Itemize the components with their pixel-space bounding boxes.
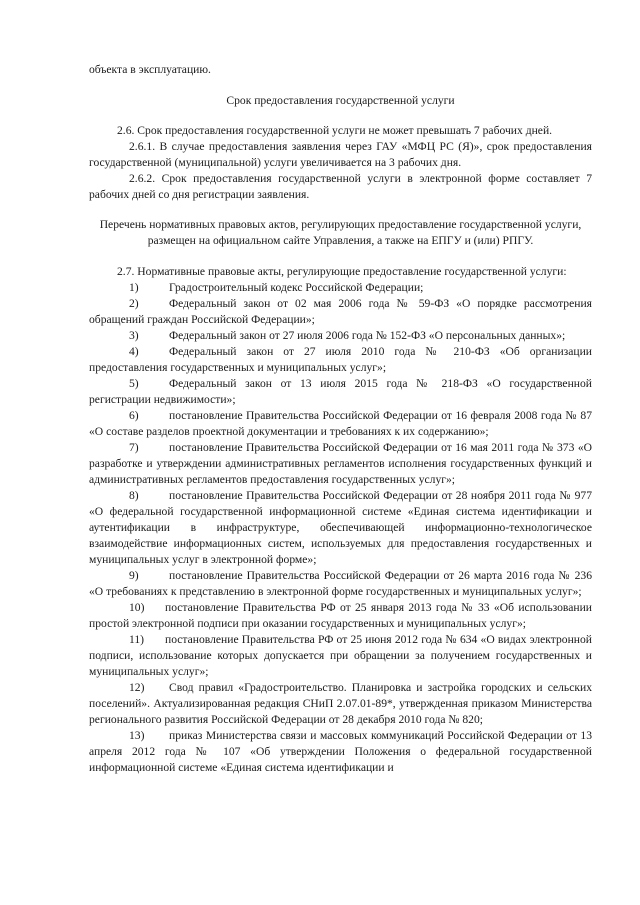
list-item — [89, 680, 592, 728]
paragraph-2-6: 2.6. Срок предоставления государственной услуги не может превышать 7 рабочих дней. — [117, 124, 553, 137]
item-text: постановление Правительства РФ от 25 июня 2012 года № 634 «О видах электронной подписи, использование которых допускается при обращении за получением государственных и муниципальных услуг»; — [89, 633, 592, 678]
list-item — [89, 344, 592, 376]
item-number: 3) — [129, 329, 139, 342]
list-item — [89, 728, 592, 776]
list-item — [89, 440, 592, 488]
item-text: постановление Правительства Российской Федерации от 26 марта 2016 года № 236 «О требованиях к представлению в электронной форме государственных и муниципальных услуг»; — [89, 569, 592, 598]
section-acts-title: Перечень нормативных правовых актов, регулирующих предоставление государственной услуги, размещен на официальном сайте Управления, а также на ЕПГУ и (или) РПГУ. — [99, 218, 582, 247]
item-number: 9) — [129, 569, 139, 582]
item-text: Федеральный закон от 27 июля 2006 года № 152-ФЗ «О персональных данных»; — [169, 329, 566, 342]
paragraph-2-7: 2.7. Нормативные правовые акты, регулирующие предоставление государственной услуги: — [117, 265, 567, 278]
item-text: постановление Правительства РФ от 25 января 2013 года № 33 «Об использовании простой электронной подписи при оказании государственных и муниципальных услуг»; — [89, 601, 592, 630]
item-number: 13) — [129, 729, 145, 742]
item-text: приказ Министерства связи и массовых коммуникаций Российской Федерации от 13 апреля 2012 года № 107 «Об утверждении Положения о федеральной государственной информационной системе «Единая система идентификации и — [89, 729, 592, 774]
list-item — [89, 376, 592, 408]
list-item — [89, 408, 592, 440]
list-item — [89, 600, 592, 632]
item-number: 7) — [129, 441, 139, 454]
item-text: постановление Правительства Российской Федерации от 16 февраля 2008 года № 87 «О составе разделов проектной документации и требованиях к их содержанию»; — [89, 409, 592, 438]
item-text: Градостроительный кодекс Российской Федерации; — [169, 281, 424, 294]
item-text: Свод правил «Градостроительство. Планировка и застройка городских и сельских поселений». Актуализированная редакция СНиП 2.07.01-89*, утвержденная приказом Министерства регионального развития Российской Федерации от 28 декабря 2010 года № 820; — [89, 681, 592, 726]
item-number: 12) — [129, 681, 145, 694]
paragraph-2-6-2: 2.6.2. Срок предоставления государственной услуги в электронной форме составляет 7 рабочих дней со дня регистрации заявления. — [89, 172, 592, 201]
item-text: Федеральный закон от 27 июля 2010 года № 210-ФЗ «Об организации предоставления государственных и муниципальных услуг»; — [89, 345, 592, 374]
item-number: 10) — [129, 601, 145, 614]
item-number: 8) — [129, 489, 139, 502]
list-item — [89, 280, 592, 296]
section-term-title: Срок предоставления государственной услуги — [226, 94, 455, 107]
item-text: Федеральный закон от 02 мая 2006 года № 59-ФЗ «О порядке рассмотрения обращений граждан Российской Федерации»; — [89, 297, 592, 326]
item-text: Федеральный закон от 13 июля 2015 года № 218-ФЗ «О государственной регистрации недвижимости»; — [89, 377, 592, 406]
item-number: 4) — [129, 345, 139, 358]
paragraph-2-6-1: 2.6.1. В случае предоставления заявления через ГАУ «МФЦ РС (Я)», срок предоставления государственной (муниципальной) услуги увеличивается на 3 рабочих дня. — [89, 140, 592, 169]
item-number: 2) — [129, 297, 139, 310]
item-text: постановление Правительства Российской Федерации от 28 ноября 2011 года № 977 «О федеральной государственной информационной системе «Единая система идентификации и аутентификации в инфраструктуре, обеспечивающей информационно-технологическое взаимодействие информационных систем, используемых для предоставления государственных и муниципальных услуг в электронной форме»; — [89, 489, 592, 566]
continued-text: объекта в эксплуатацию. — [89, 63, 211, 76]
list-item — [89, 632, 592, 680]
item-number: 11) — [129, 633, 145, 646]
item-number: 5) — [129, 377, 139, 390]
item-number: 1) — [129, 281, 139, 294]
item-text: постановление Правительства Российской Федерации от 16 мая 2011 года № 373 «О разработке и утверждении административных регламентов исполнения государственных функций и административных регламентов предоставления государственных услуг»; — [89, 441, 592, 486]
item-number: 6) — [129, 409, 139, 422]
list-item — [89, 488, 592, 568]
list-item — [89, 296, 592, 328]
acts-list — [89, 280, 592, 776]
list-item — [89, 328, 592, 344]
list-item — [89, 568, 592, 600]
